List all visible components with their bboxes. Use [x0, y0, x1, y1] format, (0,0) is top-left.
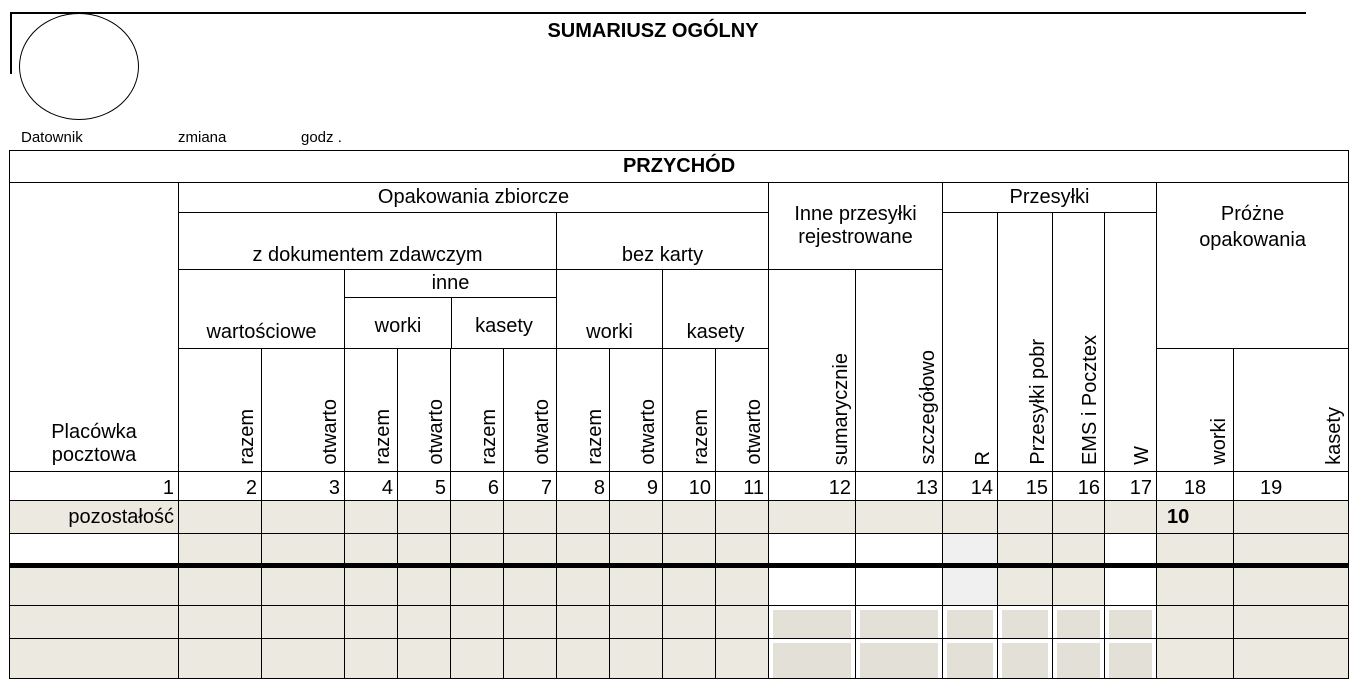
header-przesylki-pobr [998, 213, 1053, 472]
top-border-line [10, 12, 1306, 14]
data-cell[interactable] [262, 606, 345, 639]
data-cell[interactable] [179, 501, 262, 534]
header-inne-przesylki: Inne przesyłki rejestrowane [769, 183, 943, 270]
data-cell[interactable] [10, 606, 179, 639]
header-col3-otwarto [262, 349, 345, 472]
col18-worki-text: worki [1208, 418, 1230, 465]
data-cell[interactable] [557, 606, 610, 639]
col-number: 6 [451, 472, 504, 501]
header-col11-otwarto [716, 349, 769, 472]
header-col9-otwarto [610, 349, 663, 472]
header-w-text: W [1131, 446, 1153, 465]
header-szczegolowo [856, 270, 943, 472]
data-cell[interactable] [1234, 501, 1349, 534]
data-cell[interactable] [345, 534, 398, 566]
data-cell[interactable] [504, 501, 557, 534]
col10-razem-text: razem [690, 409, 712, 465]
data-cell[interactable] [1053, 639, 1105, 679]
header-col18-worki [1157, 349, 1234, 472]
header-ems-pocztex-text: EMS i Pocztex [1079, 334, 1101, 465]
data-cell[interactable] [610, 606, 663, 639]
data-cell[interactable] [451, 566, 504, 606]
hour-label: godz . [301, 129, 342, 146]
data-cell[interactable] [856, 534, 943, 566]
data-cell[interactable] [943, 639, 998, 679]
header-col4-razem [345, 349, 398, 472]
header-bez-karty-kasety: kasety [663, 270, 769, 349]
data-cell[interactable] [504, 534, 557, 566]
col-number: 9 [610, 472, 663, 501]
header-z-dokumentem: z dokumentem zdawczym [179, 213, 557, 270]
data-cell[interactable] [1105, 501, 1157, 534]
data-cell[interactable] [504, 639, 557, 679]
header-r-text: R [972, 450, 994, 465]
data-cell[interactable] [1157, 566, 1234, 606]
table-row-pozostalosc [10, 501, 1349, 534]
header-inne-worki: worki [345, 298, 452, 348]
data-cell[interactable] [557, 566, 610, 606]
document-title: SUMARIUSZ OGÓLNY [547, 20, 759, 42]
header-col5-otwarto [398, 349, 451, 472]
col-number: 13 [856, 472, 943, 501]
col-number: 8 [557, 472, 610, 501]
table-row [10, 639, 1349, 679]
stamp-label: Datownik [21, 129, 83, 146]
data-cell[interactable] [716, 534, 769, 566]
data-cell[interactable] [716, 606, 769, 639]
header-placowka [10, 183, 179, 472]
data-cell[interactable] [398, 606, 451, 639]
data-cell[interactable] [1234, 566, 1349, 606]
data-cell[interactable] [345, 566, 398, 606]
header-wartosciowe: wartościowe [179, 270, 345, 349]
header-col10-razem [663, 349, 716, 472]
data-cell[interactable] [1105, 606, 1157, 639]
data-cell[interactable] [10, 566, 179, 606]
data-cell[interactable] [610, 501, 663, 534]
data-cell[interactable] [769, 501, 856, 534]
col19-kasety-text: kasety [1323, 407, 1346, 465]
data-cell[interactable] [856, 639, 943, 679]
header-col7-otwarto [504, 349, 557, 472]
col-number: 1 [10, 472, 179, 501]
header-prozne-opakowania-text: Próżne opakowania [1199, 203, 1306, 251]
data-cell[interactable] [663, 501, 716, 534]
data-cell[interactable] [398, 534, 451, 566]
data-cell[interactable] [663, 566, 716, 606]
data-cell[interactable] [10, 639, 179, 679]
data-cell[interactable] [610, 566, 663, 606]
data-cell[interactable] [943, 501, 998, 534]
data-cell[interactable] [262, 639, 345, 679]
data-cell[interactable] [610, 534, 663, 566]
col-number: 17 [1105, 472, 1157, 501]
data-cell[interactable] [1053, 566, 1105, 606]
data-cell[interactable] [179, 639, 262, 679]
header-inne-group [345, 270, 557, 349]
data-cell[interactable] [663, 534, 716, 566]
data-cell[interactable] [1053, 501, 1105, 534]
data-cell[interactable] [1053, 534, 1105, 566]
row-label-pozostalosc: pozostałość [10, 501, 179, 534]
col2-razem-text: razem [236, 409, 258, 465]
data-cell[interactable] [504, 606, 557, 639]
col11-otwarto-text: otwarto [743, 399, 765, 465]
header-opakowania-zbiorcze: Opakowania zbiorcze [179, 183, 769, 213]
header-bez-karty: bez karty [557, 213, 769, 270]
col8-razem-text: razem [584, 409, 606, 465]
data-cell[interactable] [943, 566, 998, 606]
data-cell[interactable] [398, 501, 451, 534]
pozostalosc-worki-value[interactable]: 10 [1157, 501, 1234, 534]
col-number: 19 [1234, 472, 1349, 501]
data-cell[interactable] [451, 501, 504, 534]
data-cell[interactable] [345, 639, 398, 679]
table-row [10, 606, 1349, 639]
data-cell[interactable] [998, 639, 1053, 679]
data-cell[interactable] [398, 639, 451, 679]
col-number: 18 [1157, 472, 1234, 501]
data-cell[interactable] [998, 501, 1053, 534]
data-cell[interactable] [943, 606, 998, 639]
data-cell[interactable] [769, 639, 856, 679]
data-cell[interactable] [663, 606, 716, 639]
header-sumarycznie [769, 270, 856, 472]
data-cell[interactable] [451, 606, 504, 639]
data-cell[interactable] [451, 534, 504, 566]
data-cell[interactable] [998, 606, 1053, 639]
col7-otwarto-text: otwarto [531, 399, 553, 465]
header-bez-karty-worki: worki [557, 270, 663, 349]
data-cell[interactable] [663, 639, 716, 679]
data-cell[interactable] [856, 501, 943, 534]
data-cell[interactable] [557, 534, 610, 566]
header-szczegolowo-text: szczegółowo [917, 350, 939, 465]
data-cell[interactable] [557, 501, 610, 534]
data-cell[interactable] [262, 534, 345, 566]
data-cell[interactable] [345, 501, 398, 534]
data-cell[interactable] [769, 606, 856, 639]
row-label-cell[interactable] [10, 534, 179, 566]
col-number: 2 [179, 472, 262, 501]
data-cell[interactable] [1234, 534, 1349, 566]
col-number: 11 [716, 472, 769, 501]
col-number: 14 [943, 472, 998, 501]
col4-razem-text: razem [372, 409, 394, 465]
summary-table [9, 150, 1349, 679]
data-cell[interactable] [262, 501, 345, 534]
col-number: 3 [262, 472, 345, 501]
col-number: 10 [663, 472, 716, 501]
data-cell[interactable] [856, 566, 943, 606]
header-inne: inne [345, 270, 556, 298]
col-number: 7 [504, 472, 557, 501]
col-number: 16 [1053, 472, 1105, 501]
table-row [10, 566, 1349, 606]
data-cell[interactable] [998, 566, 1053, 606]
header-col19-kasety [1234, 349, 1349, 472]
data-cell[interactable] [179, 534, 262, 566]
col6-razem-text: razem [478, 409, 500, 465]
data-cell[interactable] [1234, 639, 1349, 679]
data-cell[interactable] [716, 501, 769, 534]
col-number: 12 [769, 472, 856, 501]
column-number-row [10, 472, 1349, 501]
col3-otwarto-text: otwarto [319, 399, 341, 465]
data-cell[interactable] [610, 639, 663, 679]
col5-otwarto-text: otwarto [425, 399, 447, 465]
header-inne-kasety: kasety [475, 315, 533, 337]
shift-label: zmiana [178, 129, 227, 146]
header-col2-razem [179, 349, 262, 472]
data-cell[interactable] [1234, 606, 1349, 639]
header-col6-razem [451, 349, 504, 472]
data-cell[interactable] [179, 606, 262, 639]
data-cell[interactable] [856, 606, 943, 639]
header-przesylki-pobr-text: Przesyłki pobr [1027, 339, 1049, 465]
section-title-przychod: PRZYCHÓD [10, 151, 1349, 183]
header-r [943, 213, 998, 472]
data-cell[interactable] [1157, 606, 1234, 639]
header-w [1105, 213, 1157, 472]
header-sumarycznie-text: sumarycznie [830, 352, 852, 465]
data-cell[interactable] [398, 566, 451, 606]
col-number: 15 [998, 472, 1053, 501]
data-cell[interactable] [1053, 606, 1105, 639]
data-cell[interactable] [262, 566, 345, 606]
data-cell[interactable] [716, 566, 769, 606]
data-cell[interactable] [345, 606, 398, 639]
header-col8-razem [557, 349, 610, 472]
data-cell[interactable] [769, 534, 856, 566]
data-cell[interactable] [179, 566, 262, 606]
header-prozne-opakowania [1157, 183, 1349, 349]
data-cell[interactable] [943, 534, 998, 566]
data-cell[interactable] [451, 639, 504, 679]
data-cell[interactable] [769, 566, 856, 606]
data-cell[interactable] [557, 639, 610, 679]
col9-otwarto-text: otwarto [637, 399, 659, 465]
data-cell[interactable] [1105, 639, 1157, 679]
header-placowka-text: Placówka pocztowa [51, 421, 137, 466]
data-cell[interactable] [1105, 566, 1157, 606]
data-cell[interactable] [1105, 534, 1157, 566]
col-number: 4 [345, 472, 398, 501]
data-cell[interactable] [716, 639, 769, 679]
data-cell[interactable] [1157, 639, 1234, 679]
col-number: 5 [398, 472, 451, 501]
header-ems-pocztex [1053, 213, 1105, 472]
table-row [10, 534, 1349, 566]
data-cell[interactable] [1157, 534, 1234, 566]
header-przesylki: Przesyłki [943, 183, 1157, 213]
data-cell[interactable] [998, 534, 1053, 566]
data-cell[interactable] [504, 566, 557, 606]
